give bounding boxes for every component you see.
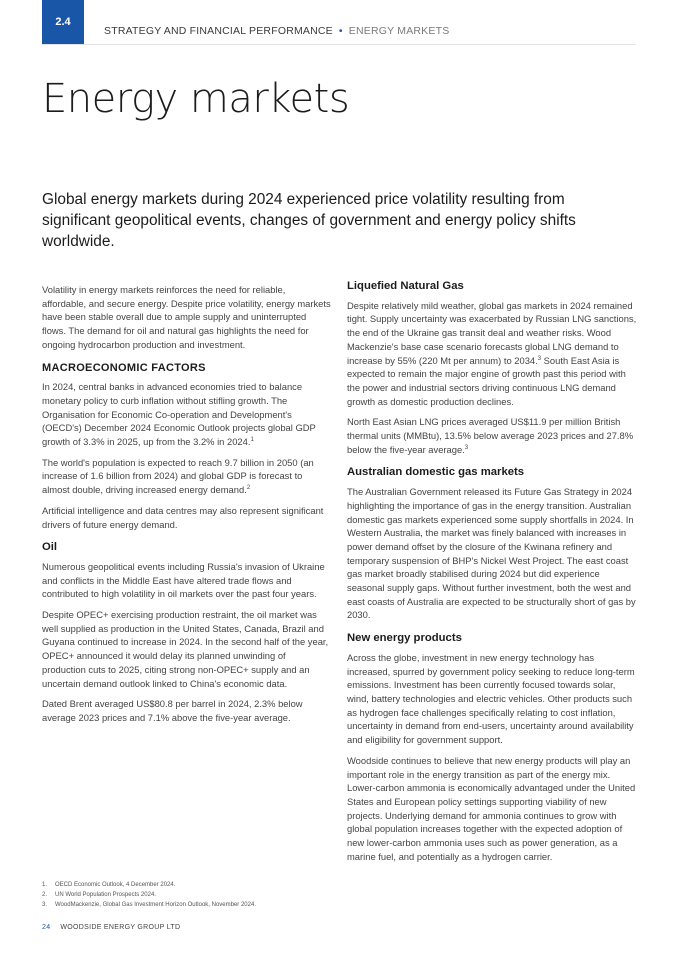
breadcrumb-separator: • (338, 25, 343, 37)
new-energy-heading: New energy products (347, 632, 462, 645)
oil-paragraph-2: Despite OPEC+ exercising production restraint, the oil market was well supplied as production in the United States, Canada, Brazil and Guyana continued to increase in 2024. In the second half of the year, OPEC+ announced it would delay its planned unwinding of production cuts to 2025, citing strong non-OPEC+ supply and an uncertain demand outlook linked to China's economic data. (42, 609, 329, 689)
new-energy-paragraph-1: Across the globe, investment in new energy technology has increased, spurred by government policy seeking to reduce long-term emissions. Investment has been currently focused towards solar, wind, battery technologies and electric vehicles. Other products such as hydrogen face challenges specifically relating to cost inflation, uncertainty in demand from end-users, uncertainty around availability and eligibility for government support. (347, 651, 635, 746)
page-header (42, 0, 636, 45)
footnote-ref: 1 (250, 436, 254, 443)
macro-paragraph-3: Artificial intelligence and data centres may also represent significant drivers of future energy demand. (42, 504, 324, 530)
footnote-ref: 3 (464, 444, 469, 451)
page-number: 24 (42, 924, 51, 931)
australian-gas-heading: Australian domestic gas markets (347, 466, 525, 479)
intro-paragraph: Global energy markets during 2024 experienced price volatility resulting from significant geopolitical events, changes of government and energy policy shifts worldwide. (42, 191, 576, 250)
new-energy-paragraph-2: Woodside continues to believe that new energy products will play an important role in the energy transition as part of the energy mix. Lower-carbon ammonia is economically advantaged under the United States and European policy settings supporting viability of new projects. Underlying demand for ammonia continues to grow with global population increases together with the expected adoption of new lower-carbon ammonia uses such as power generation, as a marine fuel, and potentially as a hydrogen carrier. (347, 754, 636, 862)
macro-paragraph-2: The world's population is expected to reach 9.7 billion in 2050 (an increase of 1.6 billion from 2024) and global GDP is forecast to almost double, driving increased energy demand.$^2$ (42, 456, 314, 496)
section-number-badge: 2.4 (42, 0, 84, 44)
right-column (347, 280, 637, 870)
footnote-ref: 2 (246, 485, 251, 492)
footnote: 3. WoodMackenzie, Global Gas Investment Horizon Outlook, November 2024. (42, 902, 256, 908)
footnote: 1. OECD Economic Outlook, 4 December 2024. (42, 882, 176, 888)
company-name: WOODSIDE ENERGY GROUP LTD (60, 924, 181, 931)
breadcrumb-section: STRATEGY AND FINANCIAL PERFORMANCE (104, 25, 333, 37)
breadcrumb (104, 25, 449, 37)
page-title: Energy markets (42, 76, 350, 122)
lng-paragraph-2: North East Asian LNG prices averaged US$11.9 per million British thermal units (MMBtu), 13.5% below average 2023 prices and 27.8% below the five-year average.$^3$ (347, 416, 634, 455)
macroeconomic-heading: MACROECONOMIC FACTORS (42, 361, 206, 374)
lng-heading: Liquefied Natural Gas (347, 280, 464, 292)
footnote: 2. UN World Population Prospects 2024. (42, 892, 156, 898)
breadcrumb-subsection: ENERGY MARKETS (348, 25, 450, 37)
opening-paragraph: Volatility in energy markets reinforces the need for reliable, affordable, and secure energy. Despite price volatility, energy markets have been stable overall due to ample supply and uninterrupted flows. The demand for oil and natural gas highlights the need for ongoing hydrocarbon production and investment. (42, 284, 331, 350)
left-column (42, 283, 332, 732)
oil-heading: Oil (42, 541, 58, 554)
page-footer (42, 924, 180, 931)
macro-paragraph-1: In 2024, central banks in advanced economies tried to balance monetary policy to curb inflation without stifling growth. The Organisation for Economic Co-operation and Development's (OECD's) December 2024 Economic Outlook projects global GDP growth of 3.3% in 2025, up from the 3.2% in 2024.$^1$ (42, 381, 316, 448)
lng-paragraph-1: Despite relatively mild weather, global gas markets in 2024 remained tight. Supply uncertainty was exacerbated by Russian LNG sanctions, the end of the Ukraine gas transit deal and weather risks. Wood Mackenzie's base case scenario forecasts global LNG demand to increase by 55% (220 Mt per annum) to 2034.$^3$ South East Asia is expected to remain the major engine of growth past this period with the power and industrial sectors driving continuous LNG demand growth as domestic production declines. (347, 299, 637, 407)
footnote-ref: 3 (537, 355, 542, 362)
oil-paragraph-1: Numerous geopolitical events including Russia's invasion of Ukraine and conflicts in the Middle East have altered trade flows and contributed to high volatility in oil markets over the past four years. (42, 560, 325, 600)
oil-paragraph-3: Dated Brent averaged US$80.8 per barrel in 2024, 2.3% below average 2023 prices and 7.1% above the five-year average. (42, 698, 303, 723)
australian-gas-paragraph: The Australian Government released its Future Gas Strategy in 2024 highlighting the importance of gas in the energy transition. Australian domestic gas markets experienced some supply shortfalls in 2024. In Western Australia, the market was finely balanced with increases in power demand offset by the closure of the Kwinana refinery and temporary suspension of BHP's Nickel West Project. The east coast gas market broadly stabilised during 2024 but did experience seasonal supply gaps. Without further investment, both the west and east coasts of Australia are expected to be structurally short of gas by 2030. (347, 486, 636, 621)
footnotes (42, 880, 256, 910)
